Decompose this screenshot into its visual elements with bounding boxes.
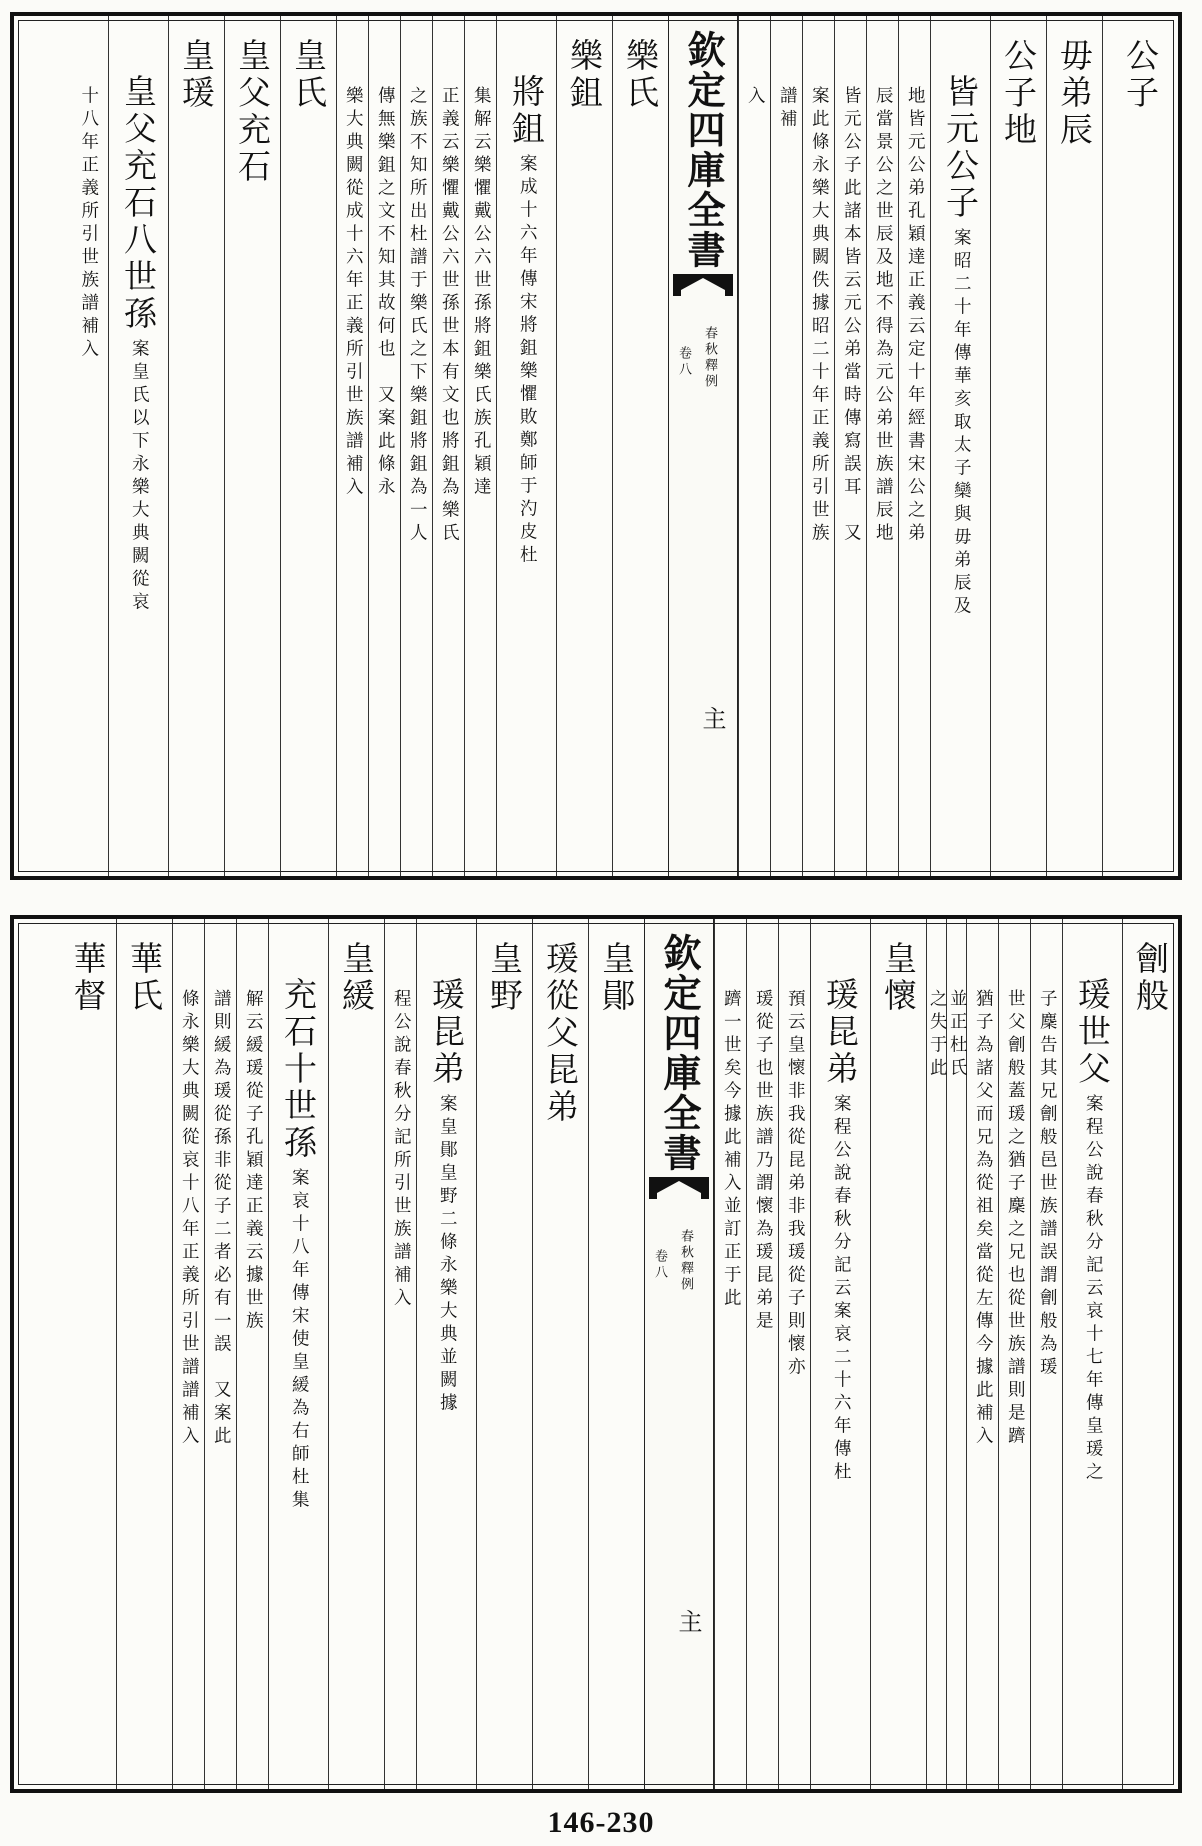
entry-head: 瑗世父 <box>1073 977 1112 1088</box>
text-column <box>268 919 328 1789</box>
annotation-text: 條永樂大典闕從哀十八年正義所引世譜譜補入 <box>179 989 200 1449</box>
annotation-text: 正義云樂懼戴公六世孫世本有文也將鉏為樂氏 <box>439 86 460 546</box>
page-number: 146-230 <box>547 1806 655 1839</box>
annotation-text: 預云皇懷非我從昆弟非我瑗從子則懷亦 <box>785 989 806 1380</box>
annotation-text: 入 <box>745 86 766 109</box>
text-column <box>1062 919 1122 1789</box>
text-column <box>926 919 946 1789</box>
entry-head: 瑗昆弟 <box>821 977 860 1088</box>
annotation-text: 案哀十八年傳宋使皇緩為右師杜集 <box>289 1168 310 1513</box>
text-column <box>464 16 496 876</box>
folio-number: 主 <box>698 706 726 730</box>
heading-text: 皇緩 <box>337 941 376 1015</box>
text-column <box>930 16 990 876</box>
heading-text: 皇鄖 <box>597 941 636 1015</box>
text-column <box>870 919 926 1789</box>
text-column <box>714 919 746 1789</box>
text-column <box>336 16 368 876</box>
text-column <box>1122 919 1178 1789</box>
text-column <box>746 919 778 1789</box>
fish-tail-mark <box>649 1177 709 1199</box>
heading-text: 瑗從父昆弟 <box>541 941 580 1126</box>
heading-text: 劊般 <box>1131 941 1170 1015</box>
folio-number: 主 <box>674 1609 702 1633</box>
text-column <box>400 16 432 876</box>
volume-label: 卷八 <box>676 346 691 378</box>
annotation-text: 子麇告其兄劊般邑世族譜誤謂劊般為瑗 <box>1037 989 1058 1380</box>
text-column <box>990 16 1046 876</box>
heading-text: 華督 <box>68 941 108 1015</box>
annotation-text: 案皇氏以下永樂大典闕從哀 <box>129 339 150 615</box>
annotation-text: 案成十六年傳宋將鉏樂懼敗鄭師于汋皮杜 <box>517 154 538 568</box>
heading-text: 毋弟辰 <box>1055 38 1094 149</box>
heading-text: 樂氏 <box>621 38 660 112</box>
text-column <box>588 919 644 1789</box>
entry-head: 充石十世孫 <box>279 977 318 1162</box>
text-column <box>68 16 108 876</box>
heading-text: 皇瑗 <box>177 38 216 112</box>
text-column <box>866 16 898 876</box>
text-column <box>1046 16 1102 876</box>
annotation-text: 解云緩瑗從子孔穎達正義云據世族 <box>243 989 264 1334</box>
center-fold-column <box>668 16 738 876</box>
annotation-text: 十八年正義所引世族譜補入 <box>78 86 99 362</box>
text-column <box>108 16 168 876</box>
annotation-text: 案昭二十年傳華亥取太子欒與毋弟辰及 <box>951 228 972 619</box>
annotation-text: 猶子為諸父而兄為從祖矣當從左傳今據此補入 <box>973 989 994 1449</box>
annotation-text: 之失于此 <box>927 989 948 1081</box>
text-column <box>1030 919 1062 1789</box>
annotation-text: 程公說春秋分記所引世族譜補入 <box>391 989 412 1311</box>
text-column <box>476 919 532 1789</box>
text-column <box>532 919 588 1789</box>
text-column <box>236 919 268 1789</box>
text-column <box>738 16 770 876</box>
upper-page <box>10 12 1182 880</box>
annotation-text: 傳無樂鉏之文不知其故何也 又案此條永 <box>375 86 396 500</box>
annotation-text: 案此條永樂大典闕佚據昭二十年正義所引世族 <box>809 86 830 546</box>
text-column <box>280 16 336 876</box>
entry-head: 瑗昆弟 <box>427 977 466 1088</box>
text-column <box>172 919 204 1789</box>
annotation-text: 案程公說春秋分記云哀十七年傳皇瑗之 <box>1083 1094 1104 1485</box>
text-column <box>946 919 966 1789</box>
heading-text: 皇氏 <box>289 38 328 112</box>
heading-text: 公子地 <box>999 38 1038 149</box>
text-column <box>224 16 280 876</box>
text-column <box>432 16 464 876</box>
annotation-text: 樂大典闕從成十六年正義所引世族譜補入 <box>343 86 364 500</box>
heading-text: 皇野 <box>485 941 524 1015</box>
text-column <box>898 16 930 876</box>
text-column <box>204 919 236 1789</box>
annotation-text: 瑗從子也世族譜乃謂懷為瑗昆弟是 <box>753 989 774 1334</box>
entry-head: 皆元公子 <box>941 74 980 222</box>
annotation-text: 辰當景公之世辰及地不得為元公弟世族譜辰地 <box>873 86 894 546</box>
text-column <box>612 16 668 876</box>
text-column <box>496 16 556 876</box>
annotation-text: 譜補 <box>777 86 798 132</box>
book-title: 春秋釋例 <box>678 1229 693 1293</box>
annotation-text: 案皇鄖皇野二條永樂大典並闕據 <box>437 1094 458 1416</box>
heading-text: 華氏 <box>125 941 164 1015</box>
annotation-text: 皆元公子此諸本皆云元公弟當時傳寫誤耳 又 <box>841 86 862 546</box>
lower-page <box>10 915 1182 1793</box>
annotation-text: 躋一世矣今據此補入並訂正于此 <box>721 989 742 1311</box>
text-column <box>328 919 384 1789</box>
text-column <box>810 919 870 1789</box>
annotation-text: 譜則緩為瑗從孫非從子二者必有一誤 又案此 <box>211 989 232 1449</box>
text-column <box>416 919 476 1789</box>
text-column <box>802 16 834 876</box>
heading-text: 皇父充石 <box>233 38 272 186</box>
text-column <box>834 16 866 876</box>
text-column <box>998 919 1030 1789</box>
text-column <box>368 16 400 876</box>
annotation-text: 案程公說春秋分記云案哀二十六年傳杜 <box>831 1094 852 1485</box>
collection-title: 欽定四庫全書 <box>680 30 726 270</box>
heading-text: 公子 <box>1121 38 1160 112</box>
text-column <box>770 16 802 876</box>
text-column <box>778 919 810 1789</box>
text-column <box>60 919 116 1789</box>
upper-page-columns <box>14 16 1178 876</box>
collection-title: 欽定四庫全書 <box>656 933 702 1173</box>
volume-label: 卷八 <box>652 1249 667 1281</box>
text-column <box>116 919 172 1789</box>
annotation-text: 集解云樂懼戴公六世孫將鉏樂氏族孔穎達 <box>471 86 492 500</box>
center-fold-column <box>644 919 714 1789</box>
entry-head: 將鉏 <box>507 74 546 148</box>
annotation-text: 並正杜氏 <box>947 989 968 1081</box>
text-column <box>384 919 416 1789</box>
annotation-text: 世父劊般蓋瑗之猶子麇之兄也從世族譜則是躋 <box>1005 989 1026 1449</box>
annotation-text: 之族不知所出杜譜于樂氏之下樂鉏將鉏為一人 <box>407 86 428 546</box>
fish-tail-mark <box>673 274 733 296</box>
text-column <box>966 919 998 1789</box>
entry-head: 皇父充石八世孫 <box>119 74 158 333</box>
text-column <box>168 16 224 876</box>
annotation-text: 地皆元公弟孔穎達正義云定十年經書宋公之弟 <box>905 86 926 546</box>
heading-text: 樂鉏 <box>565 38 604 112</box>
lower-page-columns <box>14 919 1178 1789</box>
heading-text: 皇懷 <box>879 941 918 1015</box>
text-column <box>1102 16 1178 876</box>
book-title: 春秋釋例 <box>702 326 717 390</box>
text-column <box>556 16 612 876</box>
